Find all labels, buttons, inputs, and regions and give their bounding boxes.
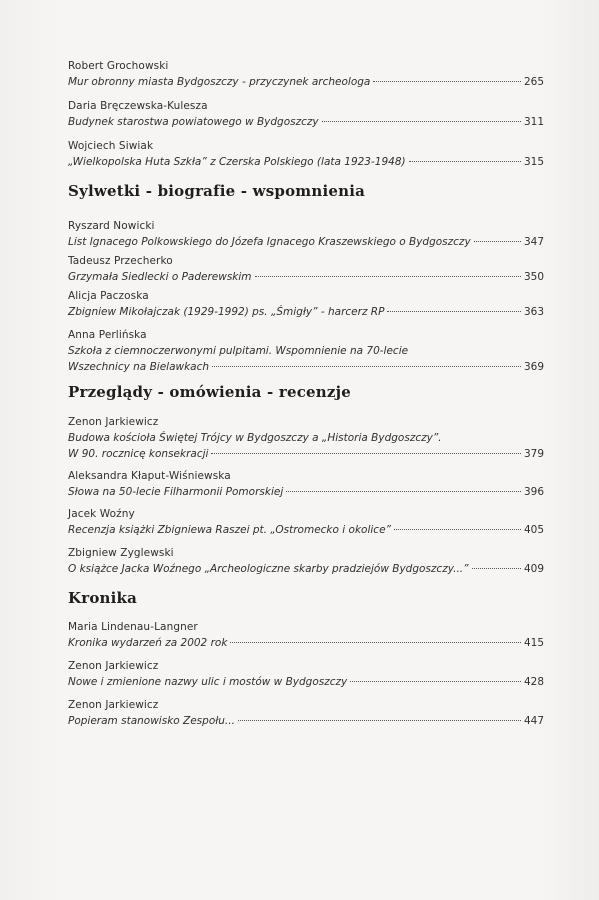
entry-title: Wszechnicy na Bielawkach: [68, 361, 210, 373]
entry-title: Kronika wydarzeń za 2002 rok: [68, 637, 228, 649]
entry-title-line: [68, 234, 544, 250]
entry-title: Recenzja książki Zbigniewa Raszei pt. „Ostromecko i okolice”: [68, 524, 391, 536]
leader-dots: [238, 720, 521, 721]
entry-title: Słowa na 50-lecie Filharmonii Pomorskiej: [68, 486, 284, 498]
section-heading: Sylwetki - biografie - wspomnienia: [68, 182, 366, 200]
entry-page-number: 265: [523, 76, 544, 88]
toc-entry: [68, 288, 544, 320]
leader-dots: [350, 681, 521, 682]
entry-author: Maria Lindenau-Langner: [68, 621, 198, 633]
entry-page-number: 350: [523, 271, 544, 283]
entry-page-number: 405: [523, 524, 544, 536]
section-heading: Przeglądy - omówienia - recenzje: [68, 383, 351, 401]
entry-title: Mur obronny miasta Bydgoszczy - przyczynek archeologa: [68, 76, 371, 88]
entry-page-number: 363: [523, 306, 544, 318]
entry-author: Aleksandra Kłaput-Wiśniewska: [68, 470, 231, 482]
entry-title: List Ignacego Polkowskiego do Józefa Ignacego Kraszewskiego o Bydgoszczy: [68, 236, 471, 248]
entry-title-line: [68, 74, 544, 90]
entry-page-number: 379: [523, 448, 544, 460]
leader-dots: [322, 121, 521, 122]
entry-author: Ryszard Nowicki: [68, 220, 155, 232]
toc-entry: [68, 327, 544, 375]
toc-entry: [68, 138, 544, 170]
entry-page-number: 409: [523, 563, 544, 575]
entry-title-line: [68, 114, 544, 130]
entry-title: Zbigniew Mikołajczak (1929-1992) ps. „Śmigły” - harcerz RP: [68, 306, 385, 318]
leader-dots: [286, 491, 521, 492]
leader-dots: [211, 453, 521, 454]
entry-title: Popieram stanowisko Zespołu...: [68, 715, 235, 727]
entry-title-line: [68, 635, 544, 651]
leader-dots: [255, 276, 521, 277]
entry-page-number: 415: [523, 637, 544, 649]
entry-page-number: 315: [523, 156, 544, 168]
toc-entry: [68, 98, 544, 130]
entry-author: Wojciech Siwiak: [68, 140, 154, 152]
leader-dots: [387, 311, 521, 312]
toc-entry: [68, 218, 544, 250]
toc-entry: [68, 58, 544, 90]
entry-page-number: 347: [523, 236, 544, 248]
leader-dots: [409, 161, 521, 162]
toc-entry: [68, 414, 544, 462]
entry-title: O książce Jacka Woźnego „Archeologiczne skarby pradziejów Bydgoszczy...”: [68, 563, 469, 575]
toc-entry: [68, 697, 544, 729]
entry-title-line: [68, 269, 544, 285]
entry-author: Zenon Jarkiewicz: [68, 660, 159, 672]
entry-page-number: 311: [523, 116, 544, 128]
leader-dots: [212, 366, 521, 367]
entry-title-line: [68, 561, 544, 577]
entry-title-line: [68, 713, 544, 729]
toc-entry: [68, 253, 544, 285]
entry-title: Budynek starostwa powiatowego w Bydgoszczy: [68, 116, 319, 128]
entry-title-first-line: Budowa kościoła Świętej Trójcy w Bydgoszczy a „Historia Bydgoszczy”.: [68, 432, 442, 444]
entry-author: Daria Bręczewska-Kulesza: [68, 100, 208, 112]
entry-author: Zenon Jarkiewicz: [68, 699, 159, 711]
toc-entry: [68, 619, 544, 651]
section-heading: Kronika: [68, 589, 138, 607]
entry-title-first-line: Szkoła z ciemnoczerwonymi pulpitami. Wspomnienie na 70-lecie: [68, 345, 409, 357]
entry-title-line: [68, 359, 544, 375]
entry-author: Alicja Paczoska: [68, 290, 149, 302]
leader-dots: [230, 642, 521, 643]
entry-author: Zbigniew Zyglewski: [68, 547, 174, 559]
leader-dots: [394, 529, 521, 530]
leader-dots: [472, 568, 521, 569]
entry-author: Robert Grochowski: [68, 60, 169, 72]
toc-entry: [68, 468, 544, 500]
entry-title: „Wielkopolska Huta Szkła” z Czerska Polskiego (lata 1923-1948): [68, 156, 406, 168]
entry-page-number: 396: [523, 486, 544, 498]
leader-dots: [474, 241, 521, 242]
entry-page-number: 369: [523, 361, 544, 373]
entry-title: Grzymała Siedlecki o Paderewskim: [68, 271, 252, 283]
entry-author: Anna Perlińska: [68, 329, 147, 341]
leader-dots: [373, 81, 521, 82]
table-of-contents: [68, 58, 544, 729]
entry-page-number: 447: [523, 715, 544, 727]
entry-title: W 90. rocznicę konsekracji: [68, 448, 209, 460]
entry-author: Zenon Jarkiewicz: [68, 416, 159, 428]
entry-title-line: [68, 484, 544, 500]
toc-entry: [68, 506, 544, 538]
entry-author: Tadeusz Przecherko: [68, 255, 173, 267]
entry-title-line: [68, 674, 544, 690]
toc-entry: [68, 545, 544, 577]
entry-title-line: [68, 522, 544, 538]
entry-title-line: [68, 154, 544, 170]
entry-title-line: [68, 304, 544, 320]
entry-title-line: [68, 446, 544, 462]
entry-author: Jacek Woźny: [68, 508, 135, 520]
entry-page-number: 428: [523, 676, 544, 688]
entry-title: Nowe i zmienione nazwy ulic i mostów w Bydgoszczy: [68, 676, 348, 688]
toc-entry: [68, 658, 544, 690]
